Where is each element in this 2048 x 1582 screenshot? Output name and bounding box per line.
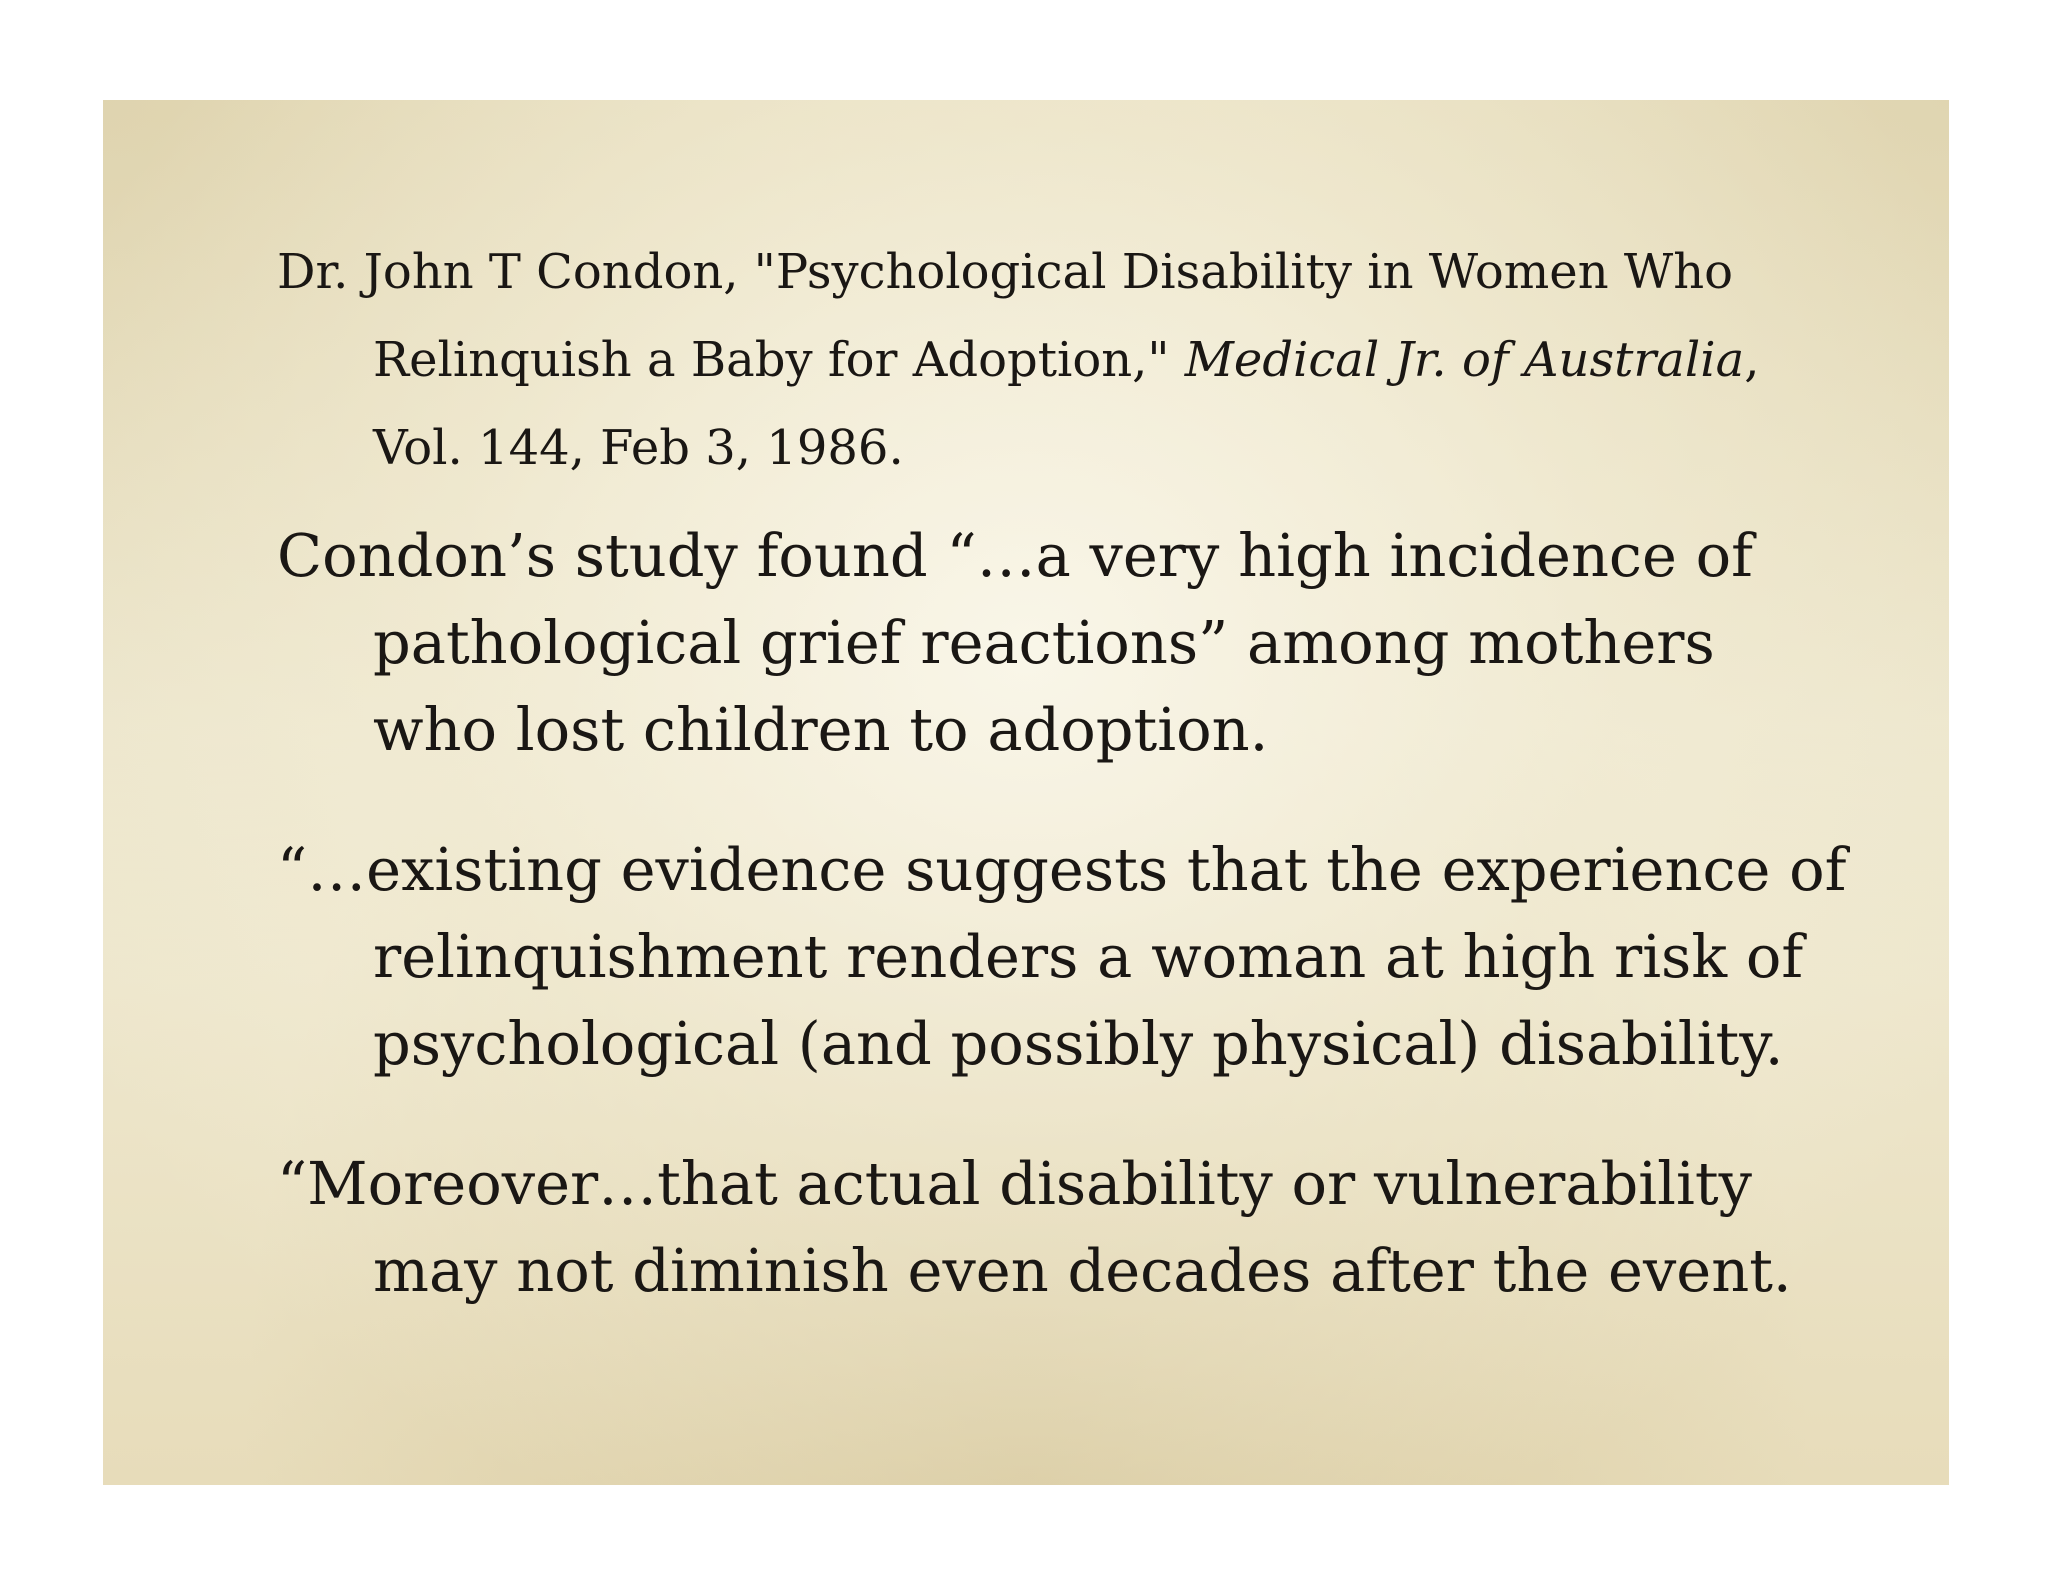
citation-volume-date: , Vol. 144, Feb 3, 1986.: [373, 332, 1760, 476]
paragraph-moreover: “Moreover…that actual disability or vulnerability may not diminish even decades after the event.: [277, 1149, 1792, 1305]
citation: [277, 228, 1857, 492]
paragraph-existing-evidence: “…existing evidence suggests that the experience of relinquishment renders a woman at high risk of psychological (and possibly physical) disability.: [277, 835, 1847, 1078]
paragraph-condon-study: Condon’s study found “…a very high incidence of pathological grief reactions” among mothers who lost children to adoption.: [277, 521, 1754, 764]
slide-content: [277, 228, 1857, 1314]
citation-author-title: Dr. John T Condon, "Psychological Disability in Women Who Relinquish a Baby for Adoption,": [277, 244, 1734, 388]
citation-journal: Medical Jr. of Australia: [1184, 332, 1745, 388]
slide-background: [103, 100, 1949, 1485]
